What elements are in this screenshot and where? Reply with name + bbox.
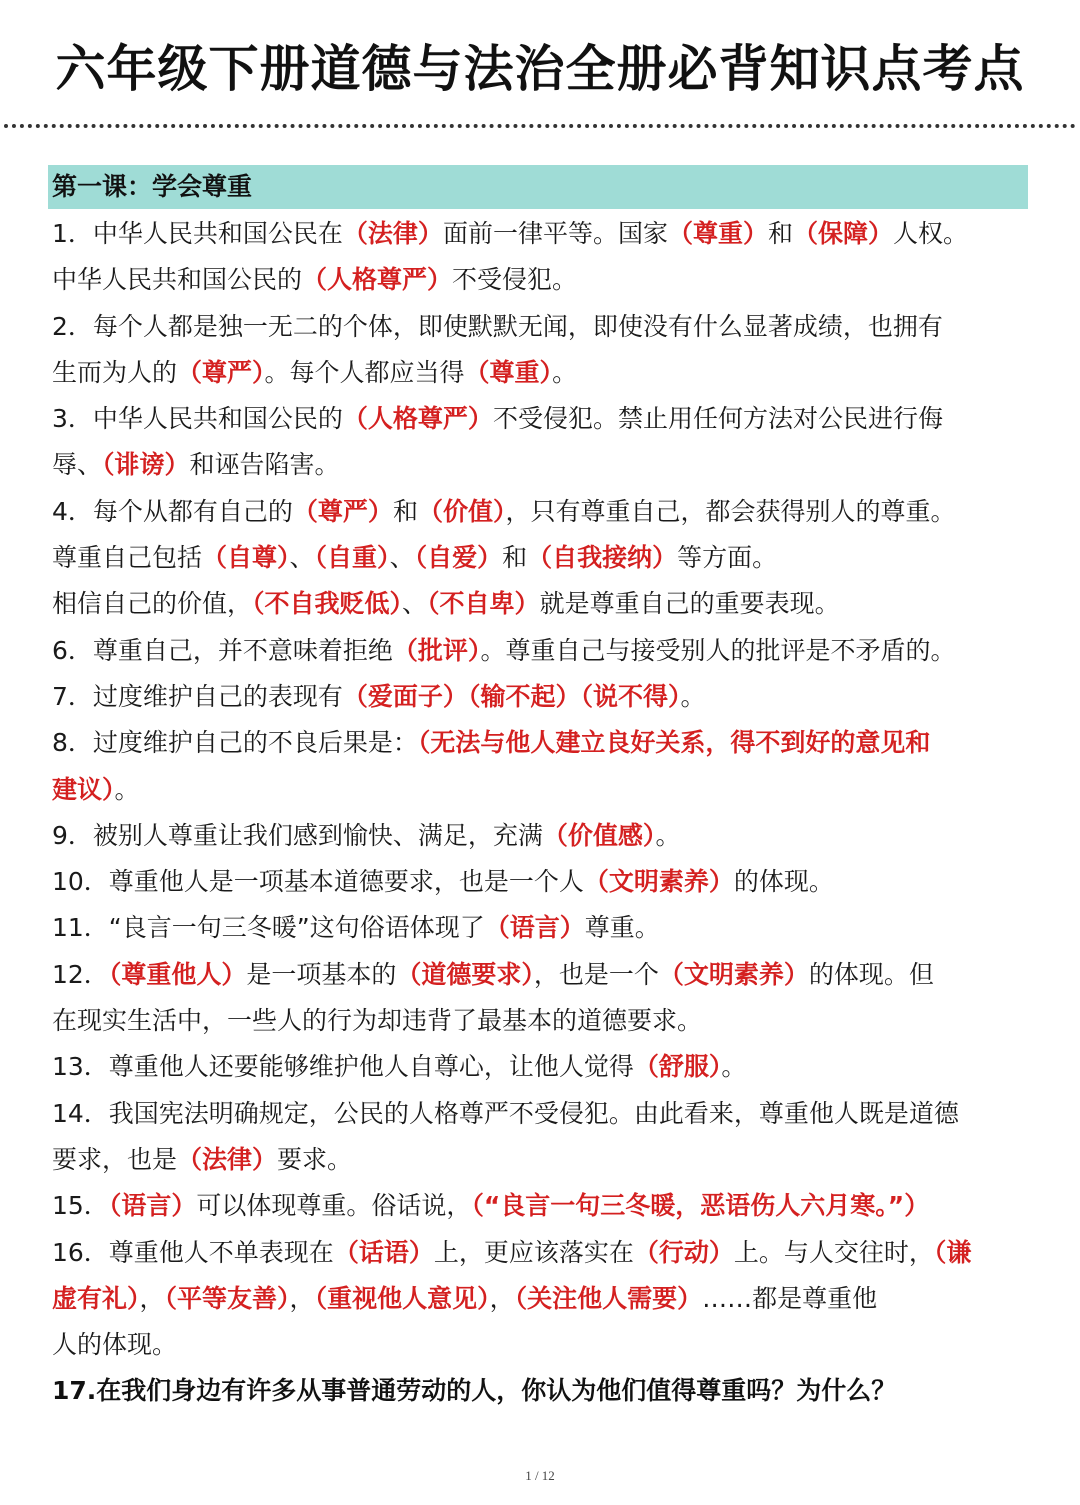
content-line bbox=[52, 396, 1042, 442]
body-text: 。 bbox=[655, 820, 681, 850]
answer-text: （价值感） bbox=[542, 820, 656, 850]
body-text: ， bbox=[489, 1283, 515, 1313]
body-text: 和 bbox=[502, 543, 528, 573]
body-text: 7．过度维护自己的表现有 bbox=[52, 681, 343, 711]
body-text: 尊重自己包括 bbox=[52, 543, 203, 573]
answer-text: （行动） bbox=[633, 1237, 734, 1267]
body-text: 9．被别人尊重让我们感到愉快、满足，充满 bbox=[52, 820, 543, 850]
body-text: 在现实生活中，一些人的行为却违背了最基本的道德要求。 bbox=[52, 1006, 703, 1036]
answer-text: （尊严） bbox=[292, 496, 393, 526]
body-text: 人权。 bbox=[893, 219, 969, 248]
body-text: ，只有尊重自己，都会获得别人的尊重。 bbox=[505, 496, 956, 526]
body-text: 12． bbox=[52, 959, 109, 989]
content-line bbox=[52, 442, 1042, 488]
body-text: 上。与人交往时， bbox=[733, 1237, 934, 1267]
answer-text: （尊重他人） bbox=[108, 959, 247, 989]
body-text: 、 bbox=[289, 543, 315, 573]
content-line bbox=[52, 211, 1042, 257]
body-text: 15． bbox=[52, 1191, 109, 1221]
body-text: 上，更应该落实在 bbox=[433, 1237, 634, 1267]
body-text: 、 bbox=[389, 543, 415, 573]
body-text: 人的体现。 bbox=[52, 1330, 178, 1360]
body-text: 4．每个从都有自己的 bbox=[52, 496, 293, 526]
answer-text: （平等友善） bbox=[164, 1283, 290, 1313]
answer-text: （不自卑） bbox=[427, 589, 540, 619]
body-text: 的体现。 bbox=[733, 867, 834, 897]
answer-text: （尊严） bbox=[177, 357, 265, 387]
content-line bbox=[52, 535, 1042, 581]
content-line bbox=[52, 998, 1042, 1044]
answer-text: （自重） bbox=[314, 543, 390, 573]
body-text: 可以体现尊重。俗话说， bbox=[196, 1191, 472, 1221]
answer-text: （文明素养） bbox=[583, 867, 734, 897]
knowledge-points bbox=[52, 211, 1042, 1415]
content-line bbox=[52, 1322, 1042, 1368]
body-text: 1．中华人民共和国公民在 bbox=[52, 219, 343, 248]
body-text: 、 bbox=[402, 589, 428, 619]
body-text: 尊重。 bbox=[584, 913, 660, 943]
content-line bbox=[52, 304, 1042, 350]
dotted-divider bbox=[4, 124, 1076, 128]
content-line bbox=[52, 813, 1042, 859]
answer-text: （输不起） bbox=[467, 681, 581, 711]
body-text: 。尊重自己与接受别人的批评是不矛盾的。 bbox=[480, 635, 956, 665]
body-text: 辱、 bbox=[52, 450, 103, 480]
body-text: 。 bbox=[680, 681, 706, 711]
body-text: 等方面。 bbox=[677, 543, 778, 573]
answer-text: （舒服） bbox=[633, 1052, 722, 1082]
content-line bbox=[52, 1137, 1042, 1183]
body-text: 。 bbox=[721, 1052, 747, 1082]
content-line bbox=[52, 1091, 1042, 1137]
body-text: 6．尊重自己，并不意味着拒绝 bbox=[52, 635, 393, 665]
body-text: 不受侵犯。 bbox=[452, 265, 578, 295]
page-number: 1 / 12 bbox=[525, 1468, 555, 1483]
body-text: 和诬告陷害。 bbox=[189, 450, 340, 480]
content-line bbox=[52, 952, 1042, 998]
content-line bbox=[52, 905, 1042, 951]
body-text: 就是尊重自己的重要表现。 bbox=[539, 589, 840, 619]
answer-text: （不自我贬低） bbox=[252, 589, 403, 619]
body-text: 不受侵犯。禁止用任何方法对公民进行侮 bbox=[492, 404, 943, 434]
body-text: 11．“良言一句三冬暖”这句俗语体现了 bbox=[52, 913, 485, 943]
answer-text: （人格尊严） bbox=[302, 265, 453, 295]
answer-text: （批评） bbox=[392, 635, 481, 665]
body-text: 生而为人的 bbox=[52, 357, 178, 387]
body-text: 8．过度维护自己的不良后果是： bbox=[52, 728, 418, 758]
answer-text: （自爱） bbox=[414, 543, 503, 573]
content-line bbox=[52, 1183, 1042, 1229]
answer-text: （爱面子） bbox=[342, 681, 468, 711]
page-title: 六年级下册道德与法治全册必背知识点考点 bbox=[55, 40, 1025, 98]
body-text: 面前一律平等。国家 bbox=[442, 219, 668, 248]
body-text: 。每个人都应当得 bbox=[264, 357, 465, 387]
content-line bbox=[52, 1276, 1042, 1322]
answer-text: （诽谤） bbox=[102, 450, 190, 480]
body-text: ， bbox=[139, 1283, 165, 1313]
answer-text: （人格尊严） bbox=[342, 404, 493, 434]
content-line bbox=[52, 350, 1042, 396]
answer-text: （说不得） bbox=[580, 681, 681, 711]
content-line bbox=[52, 859, 1042, 905]
body-text: ， bbox=[289, 1283, 315, 1313]
answer-text: （价值） bbox=[417, 496, 506, 526]
answer-text: （重视他人意见） bbox=[314, 1283, 490, 1313]
answer-text: （无法与他人建立良好关系，得不到好的意见和 bbox=[417, 728, 931, 758]
answer-text: （“良言一句三冬暖，恶语伤人六月寒。”） bbox=[471, 1191, 930, 1221]
lesson-title: 第一课：学会尊重 bbox=[52, 172, 253, 201]
question-17: 17.在我们身边有许多从事普通劳动的人，你认为他们值得尊重吗？为什么？ bbox=[52, 1376, 897, 1406]
answer-text: （道德要求） bbox=[396, 959, 534, 989]
answer-text: （话语） bbox=[333, 1237, 434, 1267]
answer-text: （法律） bbox=[342, 219, 443, 248]
body-text: 要求。 bbox=[277, 1144, 353, 1174]
answer-text: （语言） bbox=[108, 1191, 197, 1221]
body-text: 是一项基本的 bbox=[246, 959, 397, 989]
answer-text: （语言） bbox=[484, 913, 585, 943]
answer-text: （文明素养） bbox=[658, 959, 809, 989]
answer-text: （自尊） bbox=[202, 543, 290, 573]
body-text: 10．尊重他人是一项基本道德要求，也是一个人 bbox=[52, 867, 584, 897]
body-text: 14．我国宪法明确规定，公民的人格尊严不受侵犯。由此看来，尊重他人既是道德 bbox=[52, 1098, 959, 1128]
answer-text: （关注他人需要） bbox=[514, 1283, 703, 1313]
answer-text: （尊重） bbox=[464, 357, 553, 387]
body-text: ……都是尊重他 bbox=[702, 1283, 878, 1313]
content-line bbox=[52, 720, 1042, 766]
content-line bbox=[52, 581, 1042, 627]
body-text: 。 bbox=[114, 774, 140, 804]
content-line bbox=[52, 257, 1042, 303]
body-text: 。 bbox=[552, 357, 578, 387]
body-text: 的体现。但 bbox=[808, 959, 934, 989]
answer-text: （保障） bbox=[792, 219, 893, 248]
content-line bbox=[52, 767, 1042, 813]
content-line bbox=[52, 674, 1042, 720]
body-text: 相信自己的价值， bbox=[52, 589, 253, 619]
body-text: 3．中华人民共和国公民的 bbox=[52, 404, 343, 434]
answer-text: 虚有礼） bbox=[52, 1283, 140, 1313]
body-text: ，也是一个 bbox=[533, 959, 659, 989]
answer-text: （谦 bbox=[933, 1237, 972, 1267]
body-text: 要求，也是 bbox=[52, 1144, 178, 1174]
content-line bbox=[52, 1230, 1042, 1276]
body-text: 和 bbox=[767, 219, 793, 248]
body-text: 16．尊重他人不单表现在 bbox=[52, 1237, 334, 1267]
answer-text: （自我接纳） bbox=[527, 543, 678, 573]
body-text: 2．每个人都是独一无二的个体，即使默默无闻，即使没有什么显著成绩，也拥有 bbox=[52, 311, 943, 341]
answer-text: （尊重） bbox=[667, 219, 768, 248]
answer-text: （法律） bbox=[177, 1144, 278, 1174]
body-text: 13．尊重他人还要能够维护他人自尊心，让他人觉得 bbox=[52, 1052, 634, 1082]
content-line bbox=[52, 628, 1042, 674]
content-line bbox=[52, 489, 1042, 535]
content-line bbox=[52, 1044, 1042, 1090]
answer-text: 建议） bbox=[52, 774, 115, 804]
body-text: 和 bbox=[392, 496, 418, 526]
body-text: 中华人民共和国公民的 bbox=[52, 265, 303, 295]
